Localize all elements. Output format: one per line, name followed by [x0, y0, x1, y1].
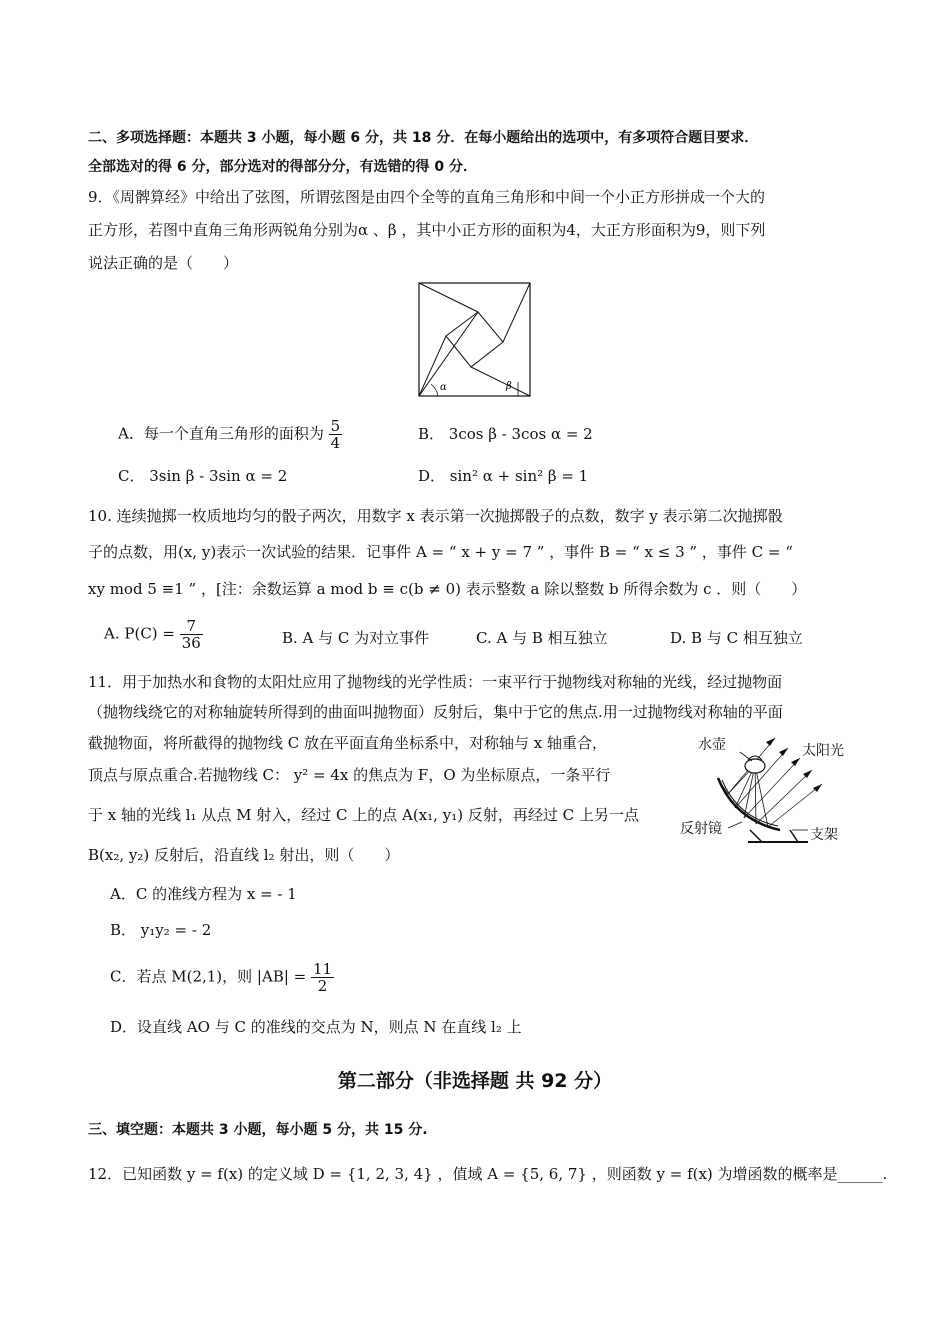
q9-option-b[interactable]: B． 3cos β - 3cos α = 2: [418, 425, 593, 443]
q9-line2: 正方形，若图中直角三角形两锐角分别为α 、β ，其中小正方形的面积为4，大正方形面积为9，则下列: [88, 221, 766, 239]
q9-option-a[interactable]: [118, 418, 342, 451]
q10-line2: 子的点数，用(x, y)表示一次试验的结果．记事件 A = “ x + y = 7 ” ，事件 B = “ x ≤ 3 ” ，事件 C = “: [88, 543, 793, 561]
q11-line1: 11．用于加热水和食物的太阳灶应用了抛物线的光学性质：一束平行于抛物线对称轴的光线，经过抛物面: [88, 673, 783, 691]
q9-option-a-numerator: 5: [330, 417, 341, 435]
section3-header: 三、填空题：本题共 3 小题，每小题 5 分，共 15 分.: [88, 1122, 428, 1138]
q9-option-a-denominator: 4: [330, 434, 341, 452]
q11-line3: 截抛物面，将所截得的抛物线 C 放在平面直角坐标系中，对称轴与 x 轴重合，: [88, 734, 608, 752]
q10-option-a-text: A. P(C) =: [104, 624, 175, 643]
q9-option-a-text: A．每一个直角三角形的面积为: [118, 424, 324, 443]
q11-line5: 于 x 轴的光线 l₁ 从点 M 射入，经过 C 上的点 A(x₁, y₁) 反射，再经过 C 上另一点: [88, 806, 639, 824]
q11-option-c[interactable]: [110, 961, 334, 994]
q11-line6: B(x₂, y₂) 反射后，沿直线 l₂ 射出，则（ ）: [88, 846, 400, 864]
q10-option-c[interactable]: C. A 与 B 相互独立: [476, 629, 608, 647]
section2-header-line1: 二、多项选择题：本题共 3 小题，每小题 6 分，共 18 分．在每小题给出的选项中，有多项符合题目要求．: [88, 130, 759, 146]
q9-option-c[interactable]: C． 3sin β - 3sin α = 2: [118, 467, 288, 485]
q11-option-c-denominator: 2: [317, 977, 328, 995]
q10-line1: 10. 连续抛掷一枚质地均匀的骰子两次，用数字 x 表示第一次抛掷骰子的点数，数字 y 表示第二次抛掷骰: [88, 507, 783, 525]
q12-line1: 12．已知函数 y = f(x) 的定义域 D = {1, 2, 3, 4} ，值域 A = {5, 6, 7} ，则函数 y = f(x) 为增函数的概率是______.: [88, 1165, 888, 1183]
beta-label: β: [506, 381, 512, 392]
q11-option-c-fraction: [311, 961, 334, 994]
q11-option-b[interactable]: B． y₁y₂ = - 2: [110, 921, 212, 939]
q11-option-a[interactable]: A．C 的准线方程为 x = - 1: [110, 885, 297, 903]
q10-line3: xy mod 5 ≡1 ” ，[注：余数运算 a mod b ≡ c(b ≠ 0) 表示整数 a 除以整数 b 所得余数为 c ．则（ ）: [88, 580, 807, 598]
mirror-label: 反射镜: [680, 821, 722, 837]
q11-option-d[interactable]: D．设直线 AO 与 C 的准线的交点为 N，则点 N 在直线 l₂ 上: [110, 1018, 522, 1036]
alpha-label: α: [440, 382, 447, 393]
q11-option-c-numerator: 11: [313, 960, 333, 978]
q10-option-a-fraction: [180, 618, 203, 651]
pythagorean-diagram: [418, 282, 532, 398]
q9-line1: 9．《周髀算经》中给出了弦图，所谓弦图是由四个全等的直角三角形和中间一个小正方形拼成一个大的: [88, 188, 766, 206]
section2-header-line2: 全部选对的得 6 分，部分选对的得部分分，有选错的得 0 分．: [88, 159, 477, 175]
q9-option-d[interactable]: D． sin² α + sin² β = 1: [418, 467, 589, 485]
stand-label: 支架: [810, 827, 838, 843]
q10-option-a-denominator: 36: [181, 634, 201, 652]
q10-option-d[interactable]: D. B 与 C 相互独立: [670, 629, 803, 647]
q11-line4: 顶点与原点重合.若抛物线 C： y² = 4x 的焦点为 F，O 为坐标原点，一条平行: [88, 766, 611, 784]
solar-cooker-figure: [680, 730, 860, 845]
q9-line3: 说法正确的是（ ）: [88, 254, 239, 272]
sunlight-label: 太阳光: [802, 743, 844, 759]
kettle-label: 水壶: [698, 737, 726, 753]
q10-option-b[interactable]: B. A 与 C 为对立事件: [282, 629, 430, 647]
q9-option-a-fraction: [329, 418, 343, 451]
q10-option-a-numerator: 7: [180, 618, 203, 635]
part2-title: 第二部分（非选择题 共 92 分）: [337, 1070, 613, 1092]
q11-option-c-text: C．若点 M(2,1)，则 |AB| =: [110, 967, 307, 986]
q11-line2: （抛物线绕它的对称轴旋转所得到的曲面叫抛物面）反射后，集中于它的焦点.用一过抛物线对称轴的平面: [88, 703, 783, 721]
q10-option-a[interactable]: [104, 618, 203, 651]
